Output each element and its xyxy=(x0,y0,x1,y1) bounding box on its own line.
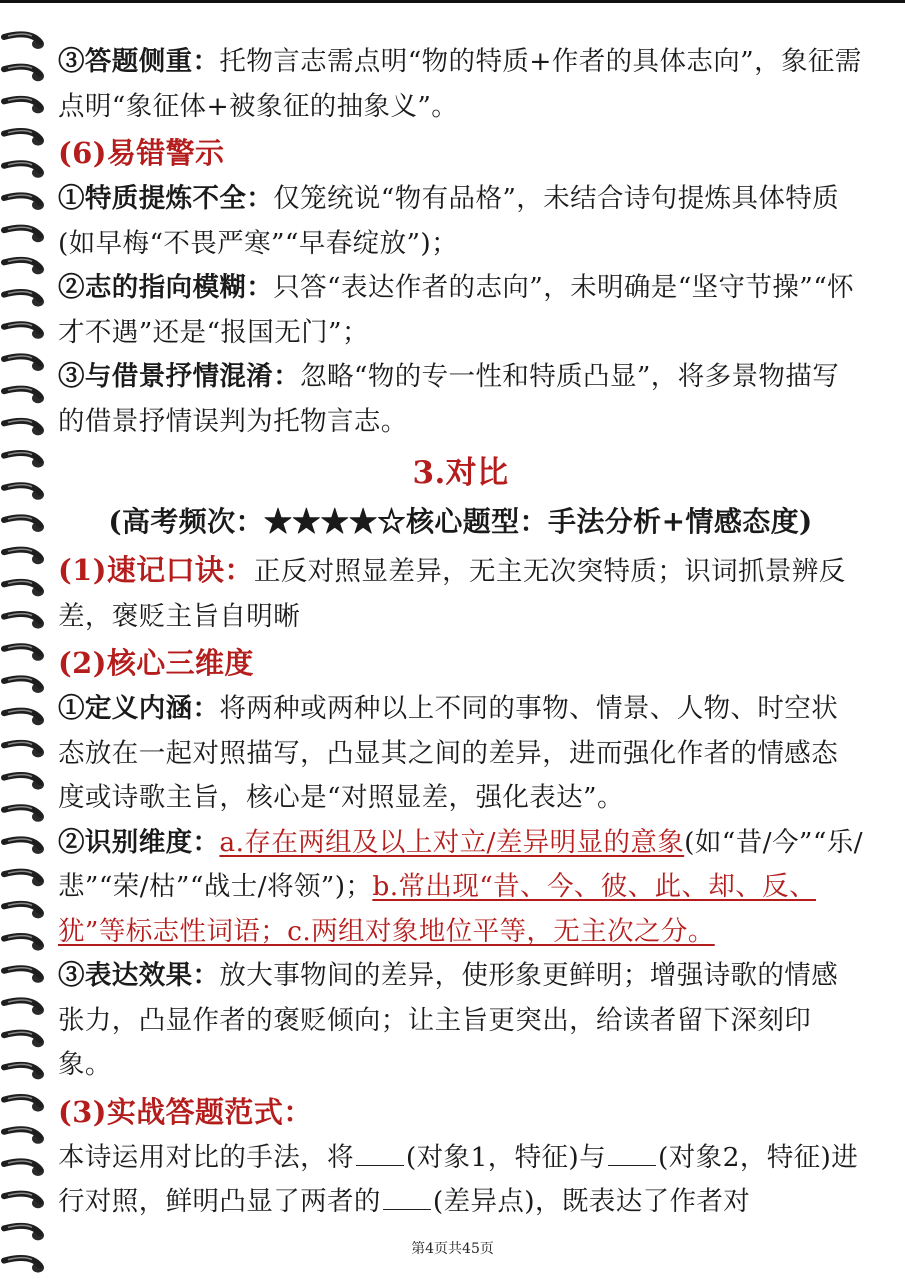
identification-examples: (如“昔/今”“乐/悲”“荣/枯”“战士/将领”)； xyxy=(58,826,864,902)
effect-paragraph xyxy=(58,954,863,1088)
spiral-ring xyxy=(4,163,44,178)
spiral-ring xyxy=(4,871,44,886)
core-dimensions-heading: (2)核心三维度 xyxy=(58,646,254,680)
warning-item-3-label: ③与借景抒情混淆： xyxy=(58,361,301,392)
page-number: 第4页共45页 xyxy=(411,1241,494,1257)
spiral-ring xyxy=(4,742,44,757)
spiral-ring xyxy=(4,324,44,339)
warning-item-3 xyxy=(58,355,863,444)
spiral-ring xyxy=(4,807,44,822)
warning-item-2-label: ②志的指向模糊： xyxy=(58,272,274,303)
identification-paragraph xyxy=(58,821,863,955)
mnemonic-text: 正反对照显差异，无主无次突特质；识词抓景辨反差，褒贬主旨自明晰 xyxy=(58,556,846,632)
warning-item-1-text: 仅笼统说“物有品格”，未结合诗句提炼具体特质(如早梅“不畏严寒”“早春绽放”)； xyxy=(58,183,840,259)
spiral-ring xyxy=(4,1064,44,1079)
practice-template xyxy=(58,1136,863,1225)
practice-text-2: (对象1，特征)与 xyxy=(405,1141,607,1173)
spiral-ring xyxy=(4,678,44,693)
spiral-ring xyxy=(4,259,44,274)
spiral-ring xyxy=(4,839,44,854)
answer-focus-text: 托物言志需点明“物的特质+作者的具体志向”，象征需点明“象征体+被象征的抽象义”。 xyxy=(58,46,862,122)
warning-item-2-text: 只答“表达作者的志向”，未明确是“坚守节操”“怀才不遇”还是“报国无门”； xyxy=(58,272,855,348)
practice-heading: (3)实战答题范式： xyxy=(58,1094,313,1129)
blank-line xyxy=(356,1137,404,1166)
spiral-ring xyxy=(4,131,44,146)
warning-item-2 xyxy=(58,266,863,355)
spiral-ring xyxy=(4,710,44,725)
warning-item-3-text: 忽略“物的专一性和特质凸显”，将多景物描写的借景抒情误判为托物言志。 xyxy=(58,361,840,437)
spiral-ring xyxy=(4,968,44,983)
spiral-ring xyxy=(4,356,44,371)
spiral-ring xyxy=(4,292,44,307)
definition-paragraph xyxy=(58,687,863,821)
section-title: 3.对比 xyxy=(412,455,509,491)
practice-text-3: (对象2，特征)进行对照，鲜明凸显了两者的 xyxy=(58,1141,859,1217)
error-warning-heading: (6)易错警示 xyxy=(58,136,225,170)
section-subtitle: (高考频次：★★★★☆核心题型：手法分析+情感态度) xyxy=(108,505,813,538)
spiral-ring xyxy=(4,1032,44,1047)
spiral-ring xyxy=(4,775,44,790)
spiral-ring xyxy=(4,936,44,951)
spiral-ring xyxy=(4,485,44,500)
spiral-ring xyxy=(4,549,44,564)
identification-point-a: a.存在两组及以上对立/差异明显的意象 xyxy=(219,826,685,858)
spiral-ring xyxy=(4,581,44,596)
spiral-binding xyxy=(0,30,50,1280)
spiral-ring xyxy=(4,646,44,661)
spiral-ring xyxy=(4,517,44,532)
answer-focus-paragraph xyxy=(58,40,863,129)
effect-text: 放大事物间的差异，使形象更鲜明；增强诗歌的情感张力，凸显作者的褒贬倾向；让主旨更突出，给读者留下深刻印象。 xyxy=(58,960,839,1080)
top-border xyxy=(0,0,905,3)
spiral-ring xyxy=(4,420,44,435)
spiral-ring xyxy=(4,227,44,242)
warning-item-1 xyxy=(58,177,863,266)
blank-line xyxy=(383,1181,431,1210)
spiral-ring xyxy=(4,1193,44,1208)
mnemonic-paragraph xyxy=(58,546,863,639)
spiral-ring xyxy=(4,388,44,403)
identification-label: ②识别维度： xyxy=(58,826,220,858)
spiral-ring xyxy=(4,66,44,81)
effect-label: ③表达效果： xyxy=(58,960,220,991)
spiral-ring xyxy=(4,98,44,113)
practice-text-4: (差异点)，既表达了作者对 xyxy=(432,1186,751,1217)
spiral-ring xyxy=(4,453,44,468)
spiral-ring xyxy=(4,1000,44,1015)
definition-label: ①定义内涵： xyxy=(58,693,220,724)
mnemonic-label: (1)速记口诀： xyxy=(58,553,254,587)
spiral-ring xyxy=(4,195,44,210)
definition-text: 将两种或两种以上不同的事物、情景、人物、时空状态放在一起对照描写，凸显其之间的差异，进而强化作者的情感态度或诗歌主旨，核心是“对照显差，强化表达”。 xyxy=(58,693,839,813)
answer-focus-label: ③答题侧重： xyxy=(58,46,220,77)
identification-point-bc: b.常出现“昔、今、彼、此、却、反、犹”等标志性词语；c.两组对象地位平等，无主次之分。 xyxy=(58,871,816,947)
spiral-ring xyxy=(4,34,44,49)
spiral-ring xyxy=(4,1129,44,1144)
document-body xyxy=(58,40,863,1225)
practice-text-1: 本诗运用对比的手法，将 xyxy=(58,1141,354,1173)
blank-line xyxy=(608,1137,656,1166)
warning-item-1-label: ①特质提炼不全： xyxy=(58,183,274,214)
spiral-ring xyxy=(4,1258,44,1273)
spiral-ring xyxy=(4,1097,44,1112)
spiral-ring xyxy=(4,614,44,629)
spiral-ring xyxy=(4,903,44,918)
spiral-ring xyxy=(4,1161,44,1176)
